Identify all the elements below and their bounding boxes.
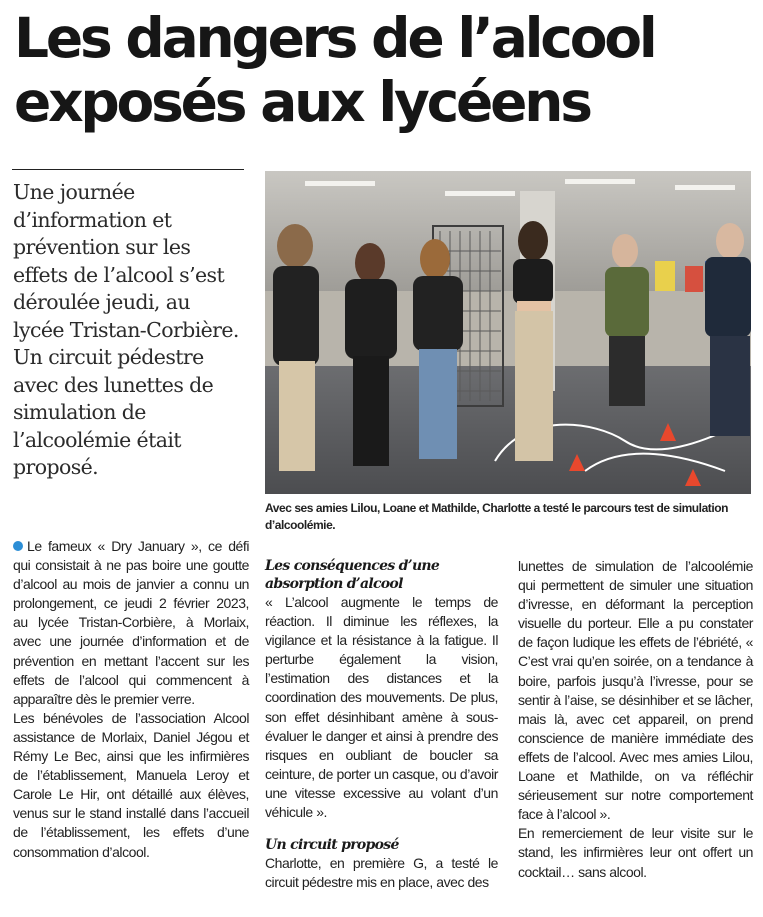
article-photo [265, 171, 751, 494]
photo-illustration [265, 171, 751, 494]
body-paragraph-text: Le fameux « Dry January », ce défi qui consistait à ne pas boire une goutte d’alcool au mois de janvier a connu un prolongement, ce jeudi 2 février 2023, au lycée Tristan-Corbière, à Morlaix, avec une journée d’information et de prévention en mettant l’accent sur les effets de l’alcool qui commencent à apparaître dès le premier verre. [13, 538, 249, 707]
body-paragraph-continued: lunettes de simulation de l’alcoolémie qui permettent de simuler une situation d’ivresse, en déformant la perception visuelle du porteur. Elle a pu constater de façon ludique les effets de l’ébriété, « C’est vrai qu’en soirée, on a tendance à boire, parfois jusqu’à l’ivresse, pour se sentir à l’aise, se désinhiber et se lâcher, mais là, avec cet appareil, on prend conscience de manière immédiate des effets de l’alcool. Avec mes amies Lilou, Loane et Mathilde, on va réfléchir sérieusement sur notre comportement face à l’alcool ». [518, 558, 753, 823]
bullet-dot-icon [13, 541, 23, 551]
article-column-1 [13, 537, 249, 862]
headline-line-2: exposés aux lycéens [14, 70, 590, 134]
subheading: Les conséquences d’une absorption d’alcool [265, 558, 440, 592]
body-paragraph: En remerciement de leur visite sur le stand, les infirmières leur ont offert un cocktail… sans alcool. [518, 825, 753, 880]
article-headline [14, 6, 754, 134]
lede-divider [12, 169, 244, 170]
article-lede: Une journée d’information et prévention sur les effets de l’alcool s’est déroulée jeudi, au lycée Tristan-Corbière. Un circuit pédestre avec des lunettes de simulation de l’alcoolémie était proposé. [13, 180, 239, 479]
photo-caption: Avec ses amies Lilou, Loane et Mathilde, Charlotte a testé le parcours test de simulation d’alcoolémie. [265, 501, 728, 532]
body-paragraph: Les bénévoles de l’association Alcool assistance de Morlaix, Daniel Jégou et Rémy Le Bec, ainsi que les infirmières de l’établissement, Manuela Leroy et Carole Le Hir, ont détaillé aux élèves, venus sur le stand installé dans l’accueil de l’établissement, les effets d’une consommation d’alcool. [13, 709, 249, 860]
body-paragraph: Charlotte, en première G, a testé le circuit pédestre mis en place, avec des [265, 855, 498, 891]
body-paragraph: « L’alcool augmente le temps de réaction. Il diminue les réflexes, la vigilance et la résistance à la fatigue. Il perturbe également la vision, l’estimation des distances et la coordination des mouvements. De plus, son effet désinhibant amène à sous-évaluer le danger et ainsi à prendre des risques en oubliant de boucler sa ceinture, de porter un casque, ou d’avoir une vitesse excessive au volant d’un véhicule ». [265, 594, 498, 821]
article-column-3 [518, 557, 753, 882]
article-column-2 [265, 557, 498, 892]
body-paragraph [13, 537, 249, 709]
headline-line-1: Les dangers de l’alcool [14, 6, 655, 70]
subheading: Un circuit proposé [265, 837, 399, 854]
